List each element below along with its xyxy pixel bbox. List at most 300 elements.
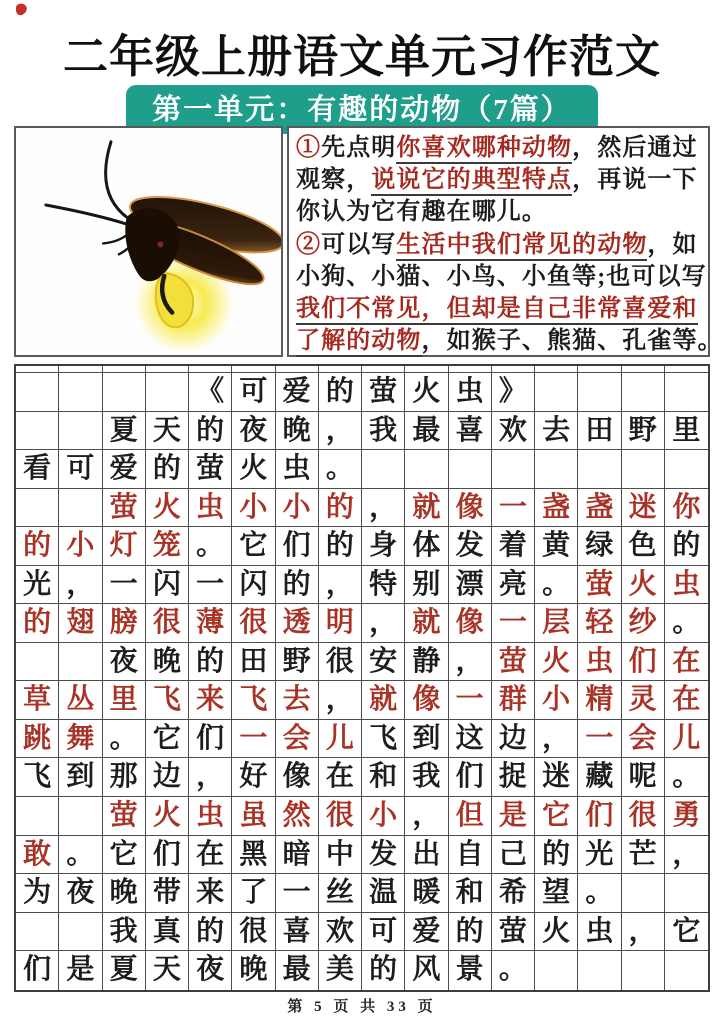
grid-cell: 。 (665, 604, 708, 643)
grid-cell: 一 (276, 874, 319, 913)
grid-cell: 好 (232, 758, 275, 797)
grid-cell: 特 (362, 566, 405, 605)
grid-cell: 安 (362, 643, 405, 682)
grid-cell: 和 (449, 874, 492, 913)
grid-cell: 透 (276, 604, 319, 643)
grid-cell: 。 (492, 951, 535, 990)
grid-cell: 到 (59, 758, 102, 797)
grid-cell-partial (578, 366, 621, 373)
grid-cell (578, 951, 621, 990)
grid-cell-partial (103, 366, 146, 373)
grid-cell: 里 (103, 681, 146, 720)
guidance-line (296, 293, 701, 325)
grid-cell: 夜 (103, 643, 146, 682)
grid-cell-partial (405, 366, 448, 373)
grid-cell: 盏 (578, 489, 621, 528)
grid-cell: 里 (665, 412, 708, 451)
grid-cell: 光 (578, 836, 621, 875)
grid-cell: 野 (622, 412, 665, 451)
grid-cell: 一 (449, 681, 492, 720)
grid-cell: 笼 (146, 527, 189, 566)
grid-cell (59, 797, 102, 836)
page-title: 二年级上册语文单元习作范文 (62, 32, 661, 82)
grid-cell: 儿 (665, 720, 708, 759)
grid-cell-partial (59, 366, 102, 373)
grid-cell: 发 (449, 527, 492, 566)
grid-cell: 自 (449, 836, 492, 875)
grid-cell (578, 450, 621, 489)
grid-cell (16, 797, 59, 836)
grid-cell: 天 (146, 951, 189, 990)
grid-cell: ， (535, 720, 578, 759)
grid-cell: 的 (189, 643, 232, 682)
grid-cell: 虫 (578, 643, 621, 682)
grid-cell: 迷 (622, 489, 665, 528)
grid-cell: 。 (319, 450, 362, 489)
grid-cell: 景 (449, 951, 492, 990)
grid-cell (16, 412, 59, 451)
grid-cell: 丝 (319, 874, 362, 913)
grid-cell: 去 (535, 412, 578, 451)
grid-cell-partial (492, 366, 535, 373)
grid-cell: 的 (276, 566, 319, 605)
grid-cell: 的 (319, 373, 362, 412)
grid-cell: 一 (189, 566, 232, 605)
grid-cell: 萤 (189, 450, 232, 489)
grid-cell-partial (319, 366, 362, 373)
grid-cell: 晚 (232, 951, 275, 990)
grid-cell: 的 (319, 527, 362, 566)
grid-cell: 我 (405, 758, 448, 797)
grid-cell: 黄 (535, 527, 578, 566)
grid-cell (665, 874, 708, 913)
grid-cell: 虫 (578, 913, 621, 952)
guidance-highlight: 生活中我们常见的动物 (396, 231, 647, 261)
grid-cell: 它 (535, 797, 578, 836)
grid-cell-partial (665, 366, 708, 373)
grid-cell: 亮 (492, 566, 535, 605)
grid-cell: 是 (492, 797, 535, 836)
grid-cell: 一 (103, 566, 146, 605)
grid-cell: 飞 (362, 720, 405, 759)
grid-cell: 爱 (103, 450, 146, 489)
grid-cell: ， (405, 797, 448, 836)
grid-cell: 带 (146, 874, 189, 913)
grid-cell: 爱 (405, 913, 448, 952)
grid-cell: 夜 (59, 874, 102, 913)
grid-cell: 这 (449, 720, 492, 759)
grid-cell: 野 (276, 643, 319, 682)
grid-cell: 在 (665, 643, 708, 682)
grid-cell: 夜 (232, 412, 275, 451)
grid-cell: 灵 (622, 681, 665, 720)
grid-cell: ， (622, 913, 665, 952)
grid-cell: 火 (535, 643, 578, 682)
grid-cell: 边 (492, 720, 535, 759)
grid-cell: 很 (146, 604, 189, 643)
grid-cell: 色 (622, 527, 665, 566)
grid-cell-partial (535, 366, 578, 373)
grid-cell: 飞 (232, 681, 275, 720)
grid-cell: 可 (232, 373, 275, 412)
grid-cell: 夏 (103, 951, 146, 990)
grid-cell: 的 (189, 913, 232, 952)
grid-cell: ， (362, 604, 405, 643)
grid-cell-partial (146, 366, 189, 373)
grid-cell: 夏 (103, 412, 146, 451)
grid-cell: 可 (59, 450, 102, 489)
grid-cell: 它 (103, 836, 146, 875)
grid-cell: 盏 (535, 489, 578, 528)
grid-cell: 们 (578, 797, 621, 836)
guidance-highlight: 你喜欢哪种动物 (396, 134, 572, 164)
grid-cell: 们 (276, 527, 319, 566)
grid-cell: 就 (362, 681, 405, 720)
grid-cell: 像 (405, 681, 448, 720)
grid-cell: 一 (492, 489, 535, 528)
grid-cell: 敢 (16, 836, 59, 875)
grid-cell: 晚 (146, 643, 189, 682)
grid-cell: 虫 (449, 373, 492, 412)
guidance-line (296, 325, 723, 357)
grid-cell: 晚 (103, 874, 146, 913)
grid-cell: 欢 (492, 412, 535, 451)
grid-cell: 精 (578, 681, 621, 720)
grid-cell: 飞 (146, 681, 189, 720)
grid-cell: 草 (16, 681, 59, 720)
grid-cell: 火 (535, 913, 578, 952)
grid-cell: 温 (362, 874, 405, 913)
grid-cell: 喜 (276, 913, 319, 952)
guidance-line (296, 164, 701, 196)
grid-cell: 们 (189, 720, 232, 759)
grid-cell: 虫 (189, 797, 232, 836)
grid-cell: 小 (276, 489, 319, 528)
grid-cell-partial (276, 366, 319, 373)
grid-cell: 真 (146, 913, 189, 952)
grid-cell: 很 (232, 913, 275, 952)
grid-cell: ， (189, 758, 232, 797)
grid-cell: 体 (405, 527, 448, 566)
grid-cell: 很 (232, 604, 275, 643)
grid-cell (59, 913, 102, 952)
grid-cell: 的 (535, 836, 578, 875)
grid-cell (59, 373, 102, 412)
grid-cell: 但 (449, 797, 492, 836)
guidance-segment: 先点明 (321, 135, 397, 161)
grid-cell (59, 412, 102, 451)
grid-cell (16, 913, 59, 952)
grid-cell (103, 373, 146, 412)
grid-cell: 的 (449, 913, 492, 952)
grid-cell: 的 (189, 412, 232, 451)
grid-cell: 可 (362, 913, 405, 952)
grid-cell: 的 (665, 527, 708, 566)
grid-cell (535, 450, 578, 489)
grid-cell: 就 (405, 604, 448, 643)
grid-cell: 像 (449, 489, 492, 528)
grid-cell: 纱 (622, 604, 665, 643)
guidance-segment: ，如猴子、熊猫、孔雀等。 (421, 328, 723, 355)
grid-cell: 会 (276, 720, 319, 759)
grid-cell: 是 (59, 951, 102, 990)
grid-cell: 迷 (535, 758, 578, 797)
grid-cell: 的 (362, 951, 405, 990)
grid-cell: 就 (405, 489, 448, 528)
grid-cell (492, 450, 535, 489)
grid-cell: 的 (146, 450, 189, 489)
grid-cell: 们 (449, 758, 492, 797)
grid-cell-partial (449, 366, 492, 373)
guidance-segment: 你认为它有趣在哪儿。 (296, 199, 547, 226)
guidance-highlight: 说说它的典型特点 (371, 166, 572, 196)
grid-cell: 飞 (16, 758, 59, 797)
grid-cell: 火 (232, 450, 275, 489)
grid-cell-partial (362, 366, 405, 373)
grid-cell: 去 (276, 681, 319, 720)
grid-cell: 翅 (59, 604, 102, 643)
grid-cell: 舞 (59, 720, 102, 759)
grid-cell: 它 (232, 527, 275, 566)
grid-cell: 火 (146, 489, 189, 528)
grid-cell (622, 450, 665, 489)
grid-cell: ， (59, 566, 102, 605)
grid-cell: 夜 (189, 951, 232, 990)
grid-cell: 天 (146, 412, 189, 451)
grid-cell: 虫 (189, 489, 232, 528)
grid-cell: 暗 (276, 836, 319, 875)
grid-cell: 和 (362, 758, 405, 797)
grid-cell: 中 (319, 836, 362, 875)
grid-cell (59, 643, 102, 682)
grid-cell: 虫 (665, 566, 708, 605)
grid-cell (665, 373, 708, 412)
grid-cell: 层 (535, 604, 578, 643)
grid-cell: 芒 (622, 836, 665, 875)
grid-cell: 别 (405, 566, 448, 605)
unit-banner: 第一单元：有趣的动物（7篇） (126, 85, 598, 134)
grid-cell: 田 (232, 643, 275, 682)
grid-cell: 灯 (103, 527, 146, 566)
grid-cell (16, 489, 59, 528)
grid-cell: 来 (189, 681, 232, 720)
grid-cell: 一 (578, 720, 621, 759)
guidance-segment: 观察， (296, 167, 372, 194)
grid-cell: 丛 (59, 681, 102, 720)
grid-cell: 己 (492, 836, 535, 875)
grid-cell: 一 (232, 720, 275, 759)
grid-cell: 明 (319, 604, 362, 643)
grid-cell: 美 (319, 951, 362, 990)
grid-cell: 闪 (146, 566, 189, 605)
grid-cell (16, 643, 59, 682)
grid-cell: 萤 (578, 566, 621, 605)
grid-cell: 那 (103, 758, 146, 797)
grid-cell: 最 (276, 951, 319, 990)
grid-cell: 喜 (449, 412, 492, 451)
guidance-segment: ，然后通过 (572, 135, 698, 161)
guidance-box (287, 126, 723, 357)
grid-cell: 的 (16, 604, 59, 643)
grid-cell: ， (319, 412, 362, 451)
grid-cell: 我 (362, 412, 405, 451)
grid-cell (405, 450, 448, 489)
grid-cell (59, 489, 102, 528)
grid-cell: 群 (492, 681, 535, 720)
grid-cell: 萤 (492, 913, 535, 952)
grid-cell: 像 (276, 758, 319, 797)
grid-cell: ， (319, 566, 362, 605)
grid-cell-partial (16, 366, 59, 373)
grid-cell: 膀 (103, 604, 146, 643)
grid-cell: 《 (189, 373, 232, 412)
grid-cell: 闪 (232, 566, 275, 605)
grid-cell: 火 (146, 797, 189, 836)
grid-cell: 田 (578, 412, 621, 451)
page-footer: 第 5 页 共 33 页 (287, 999, 437, 1015)
grid-cell: 望 (535, 874, 578, 913)
grid-cell (535, 373, 578, 412)
grid-cell: 最 (405, 412, 448, 451)
grid-cell: 小 (362, 797, 405, 836)
guidance-segment: ，如 (647, 231, 698, 258)
grid-cell: 暖 (405, 874, 448, 913)
grid-cell: 很 (622, 797, 665, 836)
grid-cell: ， (362, 489, 405, 528)
grid-cell: 在 (665, 681, 708, 720)
grid-cell-partial (189, 366, 232, 373)
red-watermark-icon (14, 2, 30, 18)
guidance-line (296, 229, 701, 261)
grid-cell: 。 (103, 720, 146, 759)
grid-cell: 呢 (622, 758, 665, 797)
guidance-segment: ，再说一下 (572, 167, 698, 194)
grid-cell (665, 951, 708, 990)
grid-cell-partial (622, 366, 665, 373)
guidance-line (296, 261, 707, 293)
guidance-highlight: 了解的动物 (296, 327, 422, 357)
grid-cell: 希 (492, 874, 535, 913)
grid-cell: 虽 (232, 797, 275, 836)
grid-cell: 萤 (103, 797, 146, 836)
guidance-segment: 小狗、小猫、小鸟、小鱼等;也可以写 (296, 263, 707, 290)
grid-cell (362, 450, 405, 489)
guidance-highlight: 我们不常见，但却是自己非常喜爱和 (296, 295, 698, 325)
grid-cell (622, 874, 665, 913)
grid-cell: 欢 (319, 913, 362, 952)
grid-cell: 虫 (276, 450, 319, 489)
grid-cell: 出 (405, 836, 448, 875)
grid-cell: 黑 (232, 836, 275, 875)
grid-cell: 火 (622, 566, 665, 605)
grid-cell: 。 (59, 836, 102, 875)
guidance-segment: ② (296, 231, 322, 258)
grid-cell: 小 (59, 527, 102, 566)
grid-cell: 了 (232, 874, 275, 913)
grid-cell: 你 (665, 489, 708, 528)
grid-cell: 小 (232, 489, 275, 528)
grid-cell: 发 (362, 836, 405, 875)
grid-cell: 藏 (578, 758, 621, 797)
grid-cell: 萤 (362, 373, 405, 412)
grid-cell: 小 (535, 681, 578, 720)
grid-cell: 漂 (449, 566, 492, 605)
grid-cell: 薄 (189, 604, 232, 643)
grid-cell: 很 (319, 797, 362, 836)
grid-cell: 勇 (665, 797, 708, 836)
grid-cell (146, 373, 189, 412)
grid-cell: 来 (189, 874, 232, 913)
grid-cell: 在 (189, 836, 232, 875)
grid-cell: 。 (665, 758, 708, 797)
grid-cell: 晚 (276, 412, 319, 451)
grid-cell: 在 (319, 758, 362, 797)
grid-cell (535, 951, 578, 990)
grid-cell: 很 (319, 643, 362, 682)
grid-cell: 萤 (103, 489, 146, 528)
firefly-image-box (14, 126, 283, 357)
grid-cell: ， (319, 681, 362, 720)
grid-cell: 它 (665, 913, 708, 952)
grid-cell: 看 (16, 450, 59, 489)
grid-cell: 们 (146, 836, 189, 875)
grid-cell: 儿 (319, 720, 362, 759)
guidance-segment: ① (296, 135, 322, 161)
grid-cell: 》 (492, 373, 535, 412)
grid-cell: 风 (405, 951, 448, 990)
grid-cell: 一 (492, 604, 535, 643)
grid-cell: 火 (405, 373, 448, 412)
guidance-text (296, 132, 723, 357)
grid-cell-partial (232, 366, 275, 373)
grid-cell: 轻 (578, 604, 621, 643)
guidance-segment: 可以写 (321, 231, 397, 258)
grid-cell: 光 (16, 566, 59, 605)
grid-cell: 身 (362, 527, 405, 566)
essay-grid (14, 364, 710, 992)
grid-cell (622, 373, 665, 412)
grid-cell: ， (665, 836, 708, 875)
grid-cell: 。 (578, 874, 621, 913)
grid-cell: 它 (146, 720, 189, 759)
grid-cell (665, 450, 708, 489)
grid-cell: 像 (449, 604, 492, 643)
grid-cell (16, 373, 59, 412)
grid-cell (622, 951, 665, 990)
grid-cell: 的 (319, 489, 362, 528)
grid-cell (578, 373, 621, 412)
grid-cell: 跳 (16, 720, 59, 759)
grid-cell: 绿 (578, 527, 621, 566)
grid-cell: 捉 (492, 758, 535, 797)
grid-cell: 们 (622, 643, 665, 682)
grid-cell: 然 (276, 797, 319, 836)
grid-cell: 。 (189, 527, 232, 566)
grid-cell: ， (449, 643, 492, 682)
grid-cell: 静 (405, 643, 448, 682)
grid-cell: 。 (535, 566, 578, 605)
grid-cell: 到 (405, 720, 448, 759)
grid-cell: 为 (16, 874, 59, 913)
grid-cell (449, 450, 492, 489)
grid-cell: 边 (146, 758, 189, 797)
guidance-line (296, 196, 701, 228)
grid-cell: 的 (16, 527, 59, 566)
grid-cell: 会 (622, 720, 665, 759)
grid-cell: 萤 (492, 643, 535, 682)
grid-cell: 着 (492, 527, 535, 566)
grid-cell: 我 (103, 913, 146, 952)
